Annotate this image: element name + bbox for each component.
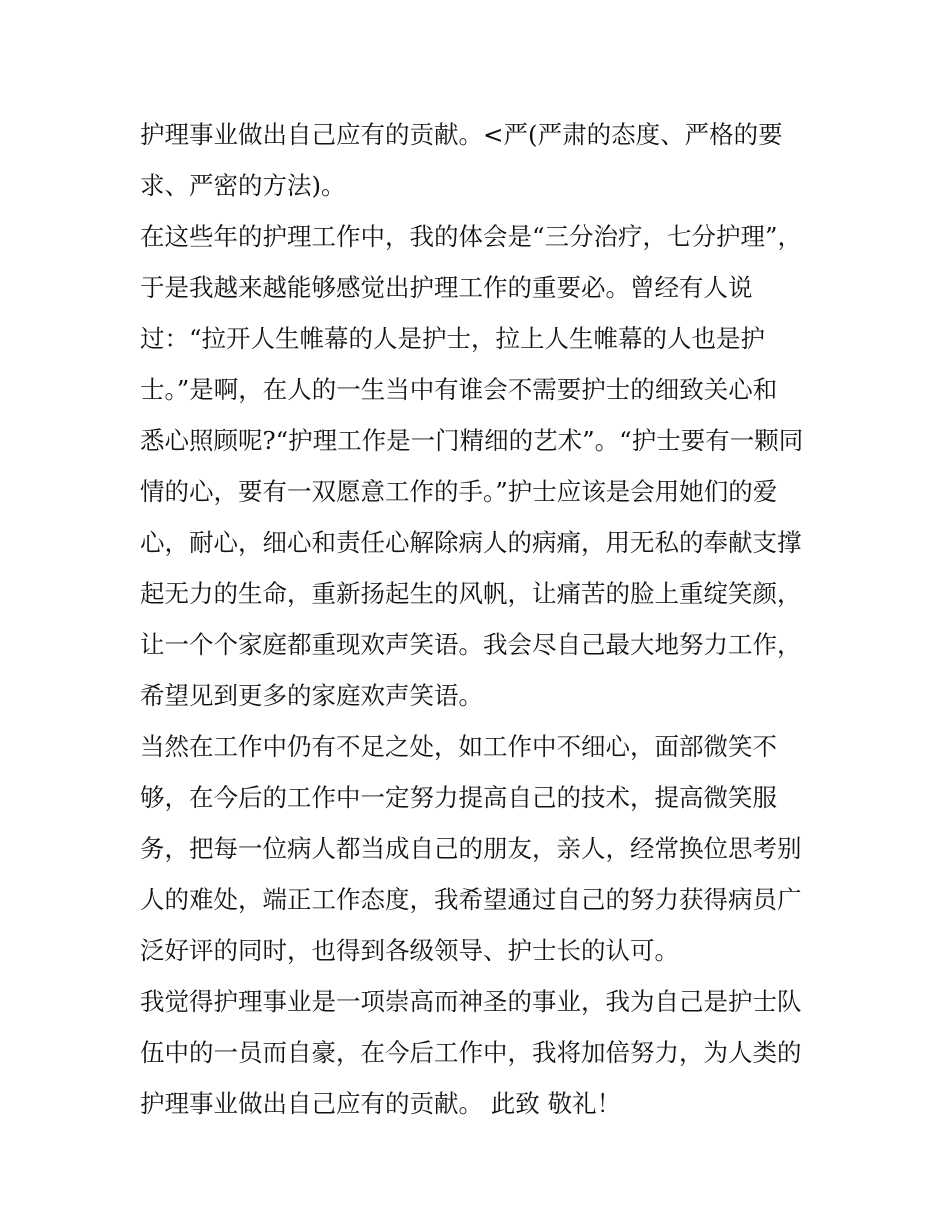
- text-line: 在这些年的护理工作中，我的体会是“三分治疗，七分护理”，: [140, 222, 803, 251]
- text-line: 护理事业做出自己应有的贡献。<严(严肃的态度、严格的要: [140, 120, 783, 149]
- body-text: [140, 109, 820, 1129]
- text-line: 够，在今后的工作中一定努力提高自己的技术，提高微笑服: [140, 783, 777, 812]
- text-line: 希望见到更多的家庭欢声笑语。: [140, 681, 483, 710]
- text-line: 我觉得护理事业是一项崇高而神圣的事业，我为自己是护士队: [140, 987, 802, 1016]
- text-line: 过：“拉开人生帷幕的人是护士，拉上人生帷幕的人也是护: [140, 324, 766, 353]
- text-line: 士。”是啊，在人的一生当中有谁会不需要护士的细致关心和: [140, 375, 778, 404]
- text-line: 让一个个家庭都重现欢声笑语。我会尽自己最大地努力工作，: [140, 630, 802, 659]
- text-line: 当然在工作中仍有不足之处，如工作中不细心，面部微笑不: [140, 732, 777, 761]
- text-line: 泛好评的同时，也得到各级领导、护士长的认可。: [140, 936, 679, 965]
- text-line: 求、严密的方法)。: [140, 171, 346, 200]
- text-line: 心，耐心，细心和责任心解除病人的病痛，用无私的奉献支撑: [140, 528, 802, 557]
- text-line: 务，把每一位病人都当成自己的朋友，亲人，经常换位思考别: [140, 834, 802, 863]
- text-line: 护理事业做出自己应有的贡献。 此致 敬礼！: [140, 1089, 622, 1118]
- text-line: 悉心照顾呢?“护理工作是一门精细的艺术”。“护士要有一颗同: [140, 426, 804, 455]
- text-line: 起无力的生命，重新扬起生的风帆，让痛苦的脸上重绽笑颜，: [140, 579, 802, 608]
- text-line: 人的难处，端正工作态度，我希望通过自己的努力获得病员广: [140, 885, 802, 914]
- text-line: 于是我越来越能够感觉出护理工作的重要必。曾经有人说: [140, 273, 753, 302]
- text-line: 情的心，要有一双愿意工作的手。”护士应该是会用她们的爱: [140, 477, 778, 506]
- text-line: 伍中的一员而自豪，在今后工作中，我将加倍努力，为人类的: [140, 1038, 802, 1067]
